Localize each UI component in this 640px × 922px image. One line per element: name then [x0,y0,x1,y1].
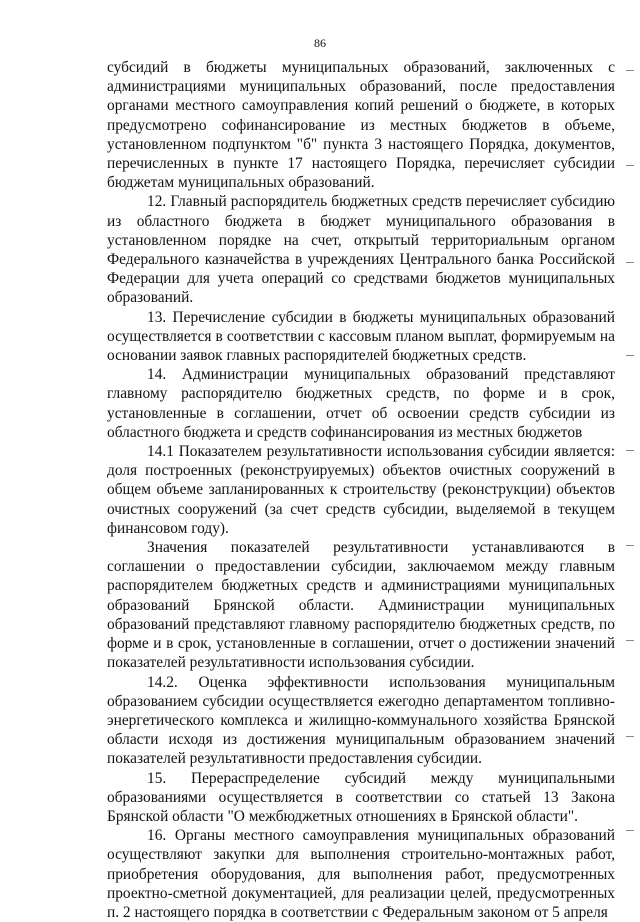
document-body [107,58,615,922]
paragraph-14-1: 14.1 Показателем результативности использования субсидии является: доля построенных (реконструируемых) объектов очистных сооружений в общем объеме запланированных к строительству (реконструкции) объектов очистных сооружений (за счет средств субсидии, выделяемой в текущем финансовом году). [107,443,615,537]
margin-mark [626,262,634,263]
margin-mark [626,450,634,451]
margin-mark [626,830,634,831]
paragraph-16: 16. Органы местного самоуправления муниципальных образований осуществляют закупки для выполнения строительно-монтажных работ, приобретения оборудования, для выполнения работ, предусмотренных проектно-сметной документацией, для реализации целей, предусмотренных п. 2 настоящего порядка в соответствии с Федеральным законом от 5 апреля [107,827,615,921]
margin-mark [626,545,634,546]
paragraph-14-2: 14.2. Оценка эффективности использования муниципальным образованием субсидии осуществляется ежегодно департаментом топливно-энергетического комплекса и жилищно-коммунального хозяйства Брянской области исходя из достижения муниципальным образованием значений показателей результативности предоставления субсидии. [107,673,615,768]
margin-mark [626,355,634,356]
page-number: 86 [314,36,326,50]
margin-mark [626,70,634,71]
margin-mark [626,165,634,166]
paragraph-15: 15. Перераспределение субсидий между муниципальными образованиями осуществляется в соответствии со статьей 13 Закона Брянской области "О межбюджетных отношениях в Брянской области". [107,769,615,825]
paragraph-12: 12. Главный распорядитель бюджетных средств перечисляет субсидию из областного бюджета в бюджет муниципального образования в установленном порядке на счет, открытый территориальным органом Федерального казначейства в учреждениях Центрального банка Российской Федерации для учета операций со средствами бюджетов муниципальных образований. [107,193,615,307]
paragraph-13: 13. Перечисление субсидии в бюджеты муниципальных образований осуществляется в соответствии с кассовым планом выплат, формируемым на основании заявок главных распорядителей бюджетных средств. [107,308,615,365]
paragraph-14: 14. Администрации муниципальных образований представляют главному распорядителю бюджетных средств, по форме и в срок, установленные в соглашении, отчет об освоении средств субсидии из областного бюджета и средств софинансирования из местных бюджетов [107,366,615,441]
paragraph-indicator-values: Значения показателей результативности устанавливаются в соглашении о предоставлении субсидии, заключаемом между главным распорядителем бюджетных средств и администрациями муниципальных образований Брянской области. Администрации муниципальных образований представляют главному распорядителю бюджетных средств, по форме и в срок, установленные в соглашении, отчет о достижении значений показателей результативности использования субсидии. [107,539,615,672]
margin-mark [626,736,634,737]
paragraph-continuation: субсидий в бюджеты муниципальных образований, заключенных с администрациями муниципальных образований, после предоставления органами местного самоуправления копий решений о бюджете, в которых предусмотрено софинансирование из местных бюджетов в объеме, установленном подпунктом "б" пункта 3 настоящего Порядка, документов, перечисленных в пункте 17 настоящего Порядка, перечисляет субсидии бюджетам муниципальных образований. [107,59,615,192]
margin-mark [626,640,634,641]
